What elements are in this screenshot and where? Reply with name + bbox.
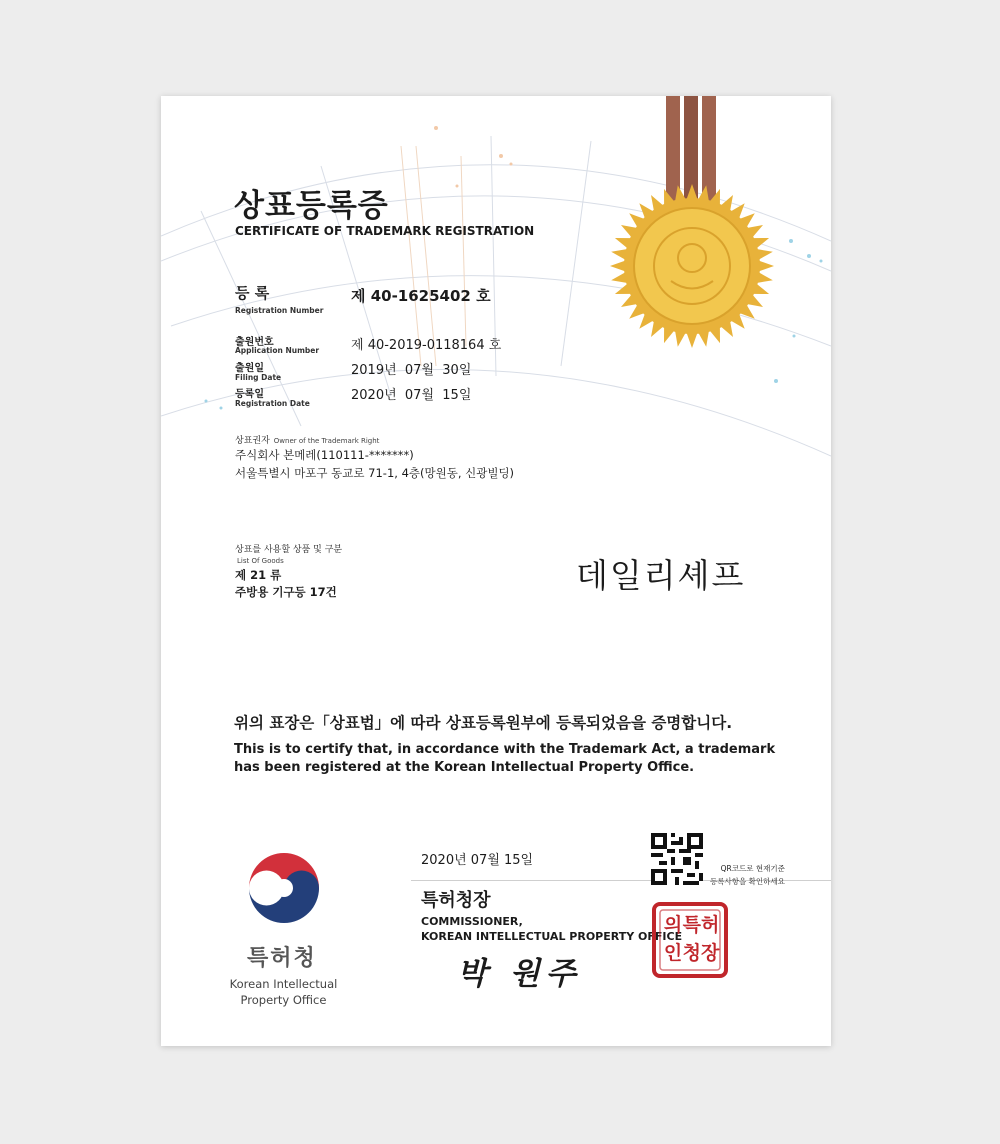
filing-date: 2019년 07월 30일	[351, 363, 472, 378]
commissioner-title-en	[421, 914, 682, 944]
certify-en-line1: This is to certify that, in accordance with the Trademark Act, a trademark	[234, 742, 776, 757]
filing-date-label-en: Filing Date	[235, 373, 282, 382]
certify-statement-ko: 위의 표장은「상표법」에 따라 상표등록원부에 등록되었음을 증명합니다.	[234, 714, 733, 732]
application-label-en: Application Number	[235, 346, 320, 355]
kipo-en-line2: Property Office	[240, 993, 327, 1007]
owner-label	[235, 433, 379, 446]
qr-note-line2: 등록사항을 확인하세요	[710, 877, 785, 886]
owner-name: 주식회사 본메레(110111-*******)	[235, 448, 414, 462]
goods-label-en: List Of Goods	[237, 557, 284, 565]
registration-date: 2020년 07월 15일	[351, 388, 472, 403]
gold-seal-icon	[601, 96, 781, 356]
certify-statement-en	[234, 741, 775, 777]
commissioner-signature: 박 원주	[457, 956, 582, 992]
svg-text:의: 의	[663, 914, 683, 936]
commissioner-title: 특허청장	[421, 890, 491, 911]
registration-date-label: 등록일	[235, 389, 264, 400]
owner-label-ko: 상표권자	[235, 436, 270, 446]
owner-address: 서울특별시 마포구 동교로 71-1, 4층(망원동, 신광빌딩)	[235, 466, 515, 480]
kipo-name: 특허청	[247, 946, 317, 971]
registration-date-label-en: Registration Date	[235, 399, 310, 408]
kipo-en-line1: Korean Intellectual	[229, 977, 338, 991]
svg-text:청장: 청장	[682, 942, 720, 964]
goods-label: 상표를 사용할 상품 및 구분	[235, 545, 343, 555]
owner-label-en: Owner of the Trademark Right	[273, 437, 380, 445]
certificate-title-en: CERTIFICATE OF TRADEMARK REGISTRATION	[235, 224, 535, 238]
official-stamp-icon	[651, 901, 729, 979]
certify-en-line2: has been registered at the Korean Intellectual Property Office.	[234, 760, 695, 775]
registration-label: 등 록	[235, 284, 270, 302]
filing-date-label: 출원일	[235, 363, 264, 374]
trademark-mark: 데일리셰프	[576, 556, 746, 595]
trademark-certificate	[161, 96, 831, 1046]
qr-code-icon[interactable]	[651, 833, 703, 885]
goods-items: 주방용 기구등 17건	[235, 585, 337, 599]
kipo-logo-icon	[244, 848, 324, 928]
registration-label-en: Registration Number	[235, 306, 324, 315]
commissioner-en-line2: KOREAN INTELLECTUAL PROPERTY OFFICE	[421, 930, 683, 943]
svg-text:인: 인	[663, 942, 683, 964]
application-number: 제 40-2019-0118164 호	[351, 338, 502, 353]
goods-class: 제 21 류	[235, 568, 282, 582]
issue-date: 2020년 07월 15일	[421, 853, 534, 868]
svg-text:특허: 특허	[682, 914, 720, 936]
commissioner-en-line1: COMMISSIONER,	[421, 915, 523, 928]
kipo-name-en	[221, 976, 346, 1008]
qr-note-line1: QR코드로 현재기준	[720, 864, 785, 873]
qr-note	[710, 862, 785, 888]
application-label: 출원번호	[235, 337, 274, 348]
certificate-title: 상표등록증	[234, 188, 389, 224]
registration-number: 제 40-1625402 호	[351, 287, 491, 305]
